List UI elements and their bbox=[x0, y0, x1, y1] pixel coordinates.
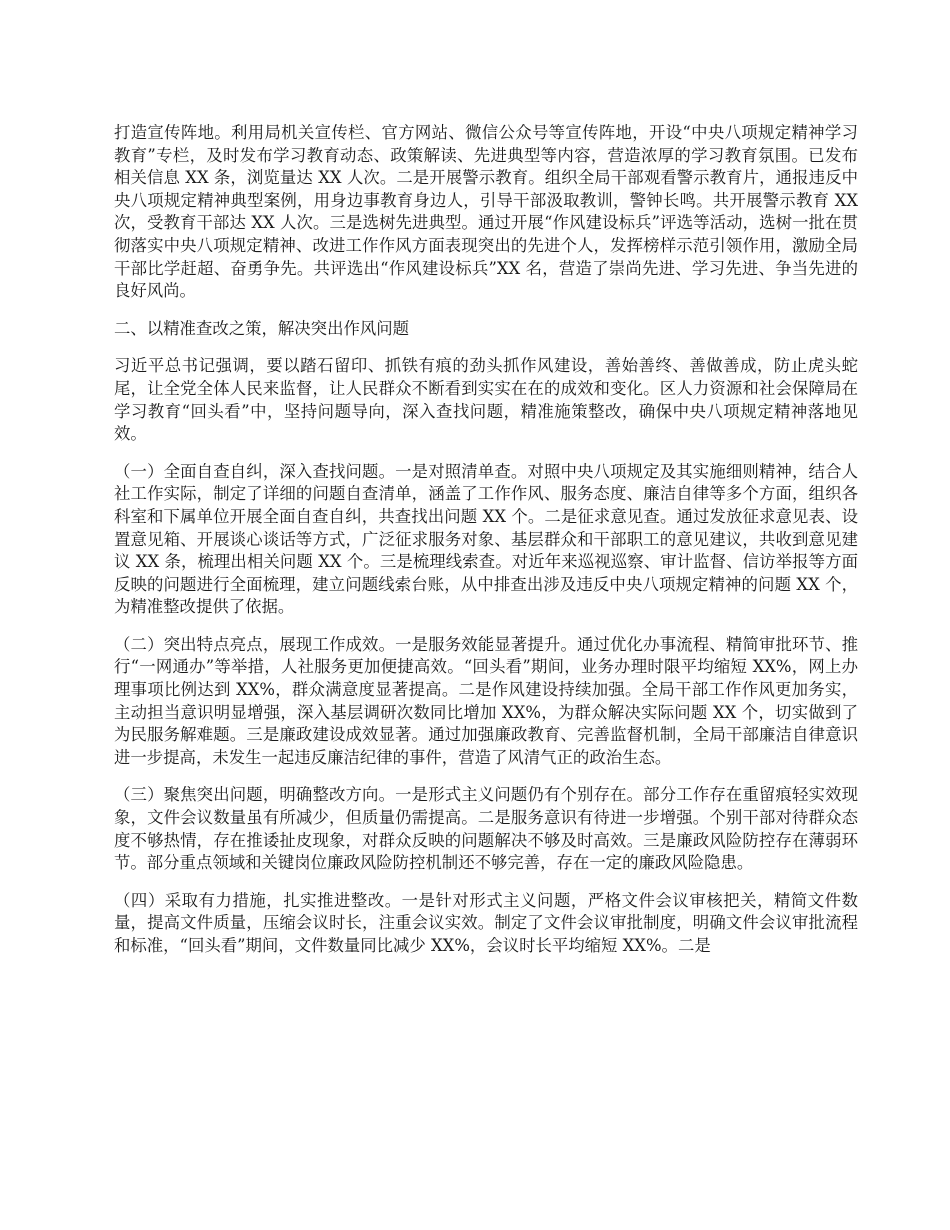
paragraph-problems: （三）聚焦突出问题，明确整改方向。一是形式主义问题仍有个别存在。部分工作存在重留痕轻实效现象，文件会议数量虽有所减少，但质量仍需提高。二是服务意识有待进一步增强。个别干部对待群众态度不够热情，存在推诿扯皮现象，对群众反映的问题解决不够及时高效。三是廉政风险防控存在薄弱环节。部分重点领域和关键岗位廉政风险防控机制还不够完善，存在一定的廉政风险隐患。 bbox=[114, 785, 858, 873]
paragraph-self-inspection: （一）全面自查自纠，深入查找问题。一是对照清单查。对照中央八项规定及其实施细则精神，结合人社工作实际，制定了详细的问题自查清单，涵盖了工作作风、服务态度、廉洁自律等多个方面，组织各科室和下属单位开展全面自查自纠，共查找出问题 XX 个。二是征求意见查。通过发放征求意见表、设置意见箱、开展谈心谈话等方式，广泛征求服务对象、基层群众和干部职工的意见建议，共收到意见建议 XX 条，梳理出相关问题 XX 个。三是梳理线索查。对近年来巡视巡察、审计监督、信访举报等方面反映的问题进行全面梳理，建立问题线索台账，从中排查出涉及违反中央八项规定精神的问题 XX 个，为精准整改提供了依据。 bbox=[114, 461, 858, 617]
paragraph-highlights: （二）突出特点亮点，展现工作成效。一是服务效能显著提升。通过优化办事流程、精简审批环节、推行“一网通办”等举措，人社服务更加便捷高效。“回头看”期间，业务办理时限平均缩短 XX%，网上办理事项比例达到 XX%，群众满意度显著提高。二是作风建设持续加强。全局干部工作作风更加务实，主动担当意识明显增强，深入基层调研次数同比增加 XX%，为群众解决实际问题 XX 个，切实做到了为民服务解难题。三是廉政建设成效显著。通过加强廉政教育、完善监督机制，全局干部廉洁自律意识进一步提高，未发生一起违反廉洁纪律的事件，营造了风清气正的政治生态。 bbox=[114, 634, 858, 767]
paragraph-publicity: 打造宣传阵地。利用局机关宣传栏、官方网站、微信公众号等宣传阵地，开设“中央八项规定精神学习教育”专栏，及时发布学习教育动态、政策解读、先进典型等内容，营造浓厚的学习教育氛围。已发布相关信息 XX 条，浏览量达 XX 人次。二是开展警示教育。组织全局干部观看警示教育片，通报违反中央八项规定精神典型案例，用身边事教育身边人，引导干部汲取教训，警钟长鸣。共开展警示教育 XX 次，受教育干部达 XX 人次。三是选树先进典型。通过开展“作风建设标兵”评选等活动，选树一批在贯彻落实中央八项规定精神、改进工作作风方面表现突出的先进个人，发挥榜样示范引领作用，激励全局干部比学赶超、奋勇争先。共评选出“作风建设标兵”XX 名，营造了崇尚先进、学习先进、争当先进的良好风尚。 bbox=[114, 123, 858, 301]
paragraph-measures: （四）采取有力措施，扎实推进整改。一是针对形式主义问题，严格文件会议审核把关，精简文件数量，提高文件质量，压缩会议时长，注重会议实效。制定了文件会议审批制度，明确文件会议审批流程和标准，“回头看”期间，文件数量同比减少 XX%，会议时长平均缩短 XX%。二是 bbox=[114, 890, 858, 955]
document-page bbox=[114, 122, 858, 973]
section-heading-2: 二、以精准查改之策，解决突出作风问题 bbox=[114, 318, 410, 338]
paragraph-intro: 习近平总书记强调，要以踏石留印、抓铁有痕的劲头抓作风建设，善始善终、善做善成，防止虎头蛇尾，让全党全体人民来监督，让人民群众不断看到实实在在的成效和变化。区人力资源和社会保障局在学习教育“回头看”中，坚持问题导向，深入查找问题，精准施策整改，确保中央八项规定精神落地见效。 bbox=[114, 356, 858, 444]
